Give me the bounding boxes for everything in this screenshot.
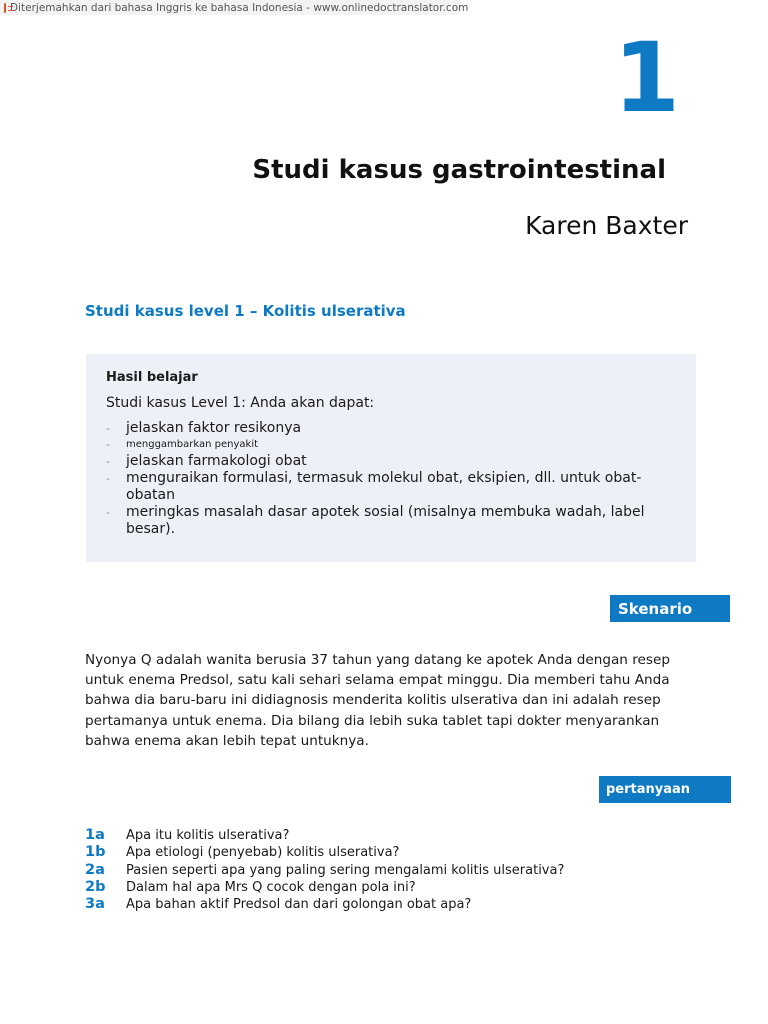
scenario-label: Skenario [610,595,730,622]
bullet-dash: - [106,422,110,435]
question-item [85,844,564,861]
chapter-number: 1 [613,22,680,134]
outcome-text: menguraikan formulasi, termasuk molekul obat, eksipien, dll. untuk obat-obatan [126,470,642,503]
bullet-dash: - [106,506,110,519]
bullet-dash: - [106,455,110,468]
question-item [85,896,564,913]
outcomes-title: Hasil belajar [106,370,198,385]
outcome-text: menggambarkan penyakit [126,439,259,450]
question-number: 1b [85,844,106,861]
translate-icon [4,3,6,13]
questions-label: pertanyaan [599,776,731,803]
outcome-text: meringkas masalah dasar apotek sosial (misalnya membuka wadah, label besar). [126,504,645,537]
question-text: Pasien seperti apa yang paling sering mengalami kolitis ulserativa? [126,862,565,878]
chapter-title: Studi kasus gastrointestinal [252,155,666,185]
question-number: 1a [85,827,105,843]
list-item [106,453,646,470]
outcome-text: jelaskan faktor resikonya [126,420,302,436]
outcomes-intro: Studi kasus Level 1: Anda akan dapat: [106,395,375,411]
chapter-author: Karen Baxter [525,211,688,240]
question-item [85,879,564,896]
scenario-text: Nyonya Q adalah wanita berusia 37 tahun yang datang ke apotek Anda dengan resep untuk enema Predsol, satu kali sehari selama empat minggu. Dia memberi tahu Anda bahwa dia baru-baru ini didiagnosis menderita kolitis ulserativa dan ini adalah resep pertamanya untuk enema. Dia bilang dia lebih suka tablet tapi dokter menyarankan bahwa enema akan lebih tepat untuknya. [85,652,670,749]
outcome-text: jelaskan farmakologi obat [126,453,307,469]
question-text: Apa bahan aktif Predsol dan dari golongan obat apa? [126,897,472,913]
bullet-dash: - [106,472,110,485]
question-item [85,862,564,879]
level-heading: Studi kasus level 1 – Kolitis ulserativa [85,302,406,320]
learning-outcomes-box [86,354,696,562]
question-text: Apa etiologi (penyebab) kolitis ulserativa? [126,845,400,861]
list-item [106,470,646,504]
list-item [106,504,646,538]
question-text: Dalam hal apa Mrs Q cocok dengan pola ini? [126,879,416,895]
list-item [106,420,646,437]
question-number: 3a [85,896,105,913]
list-item [106,437,646,453]
question-item [85,827,564,844]
translation-banner [0,0,469,15]
outcomes-list [106,420,676,538]
questions-list [85,827,564,913]
question-text: Apa itu kolitis ulserativa? [126,828,290,843]
question-number: 2a [85,861,105,878]
question-number: 2b [85,878,106,895]
banner-text: Diterjemahkan dari bahasa Inggris ke bahasa Indonesia - www.onlinedoctranslator.com [10,1,469,14]
bullet-dash: - [106,438,110,451]
